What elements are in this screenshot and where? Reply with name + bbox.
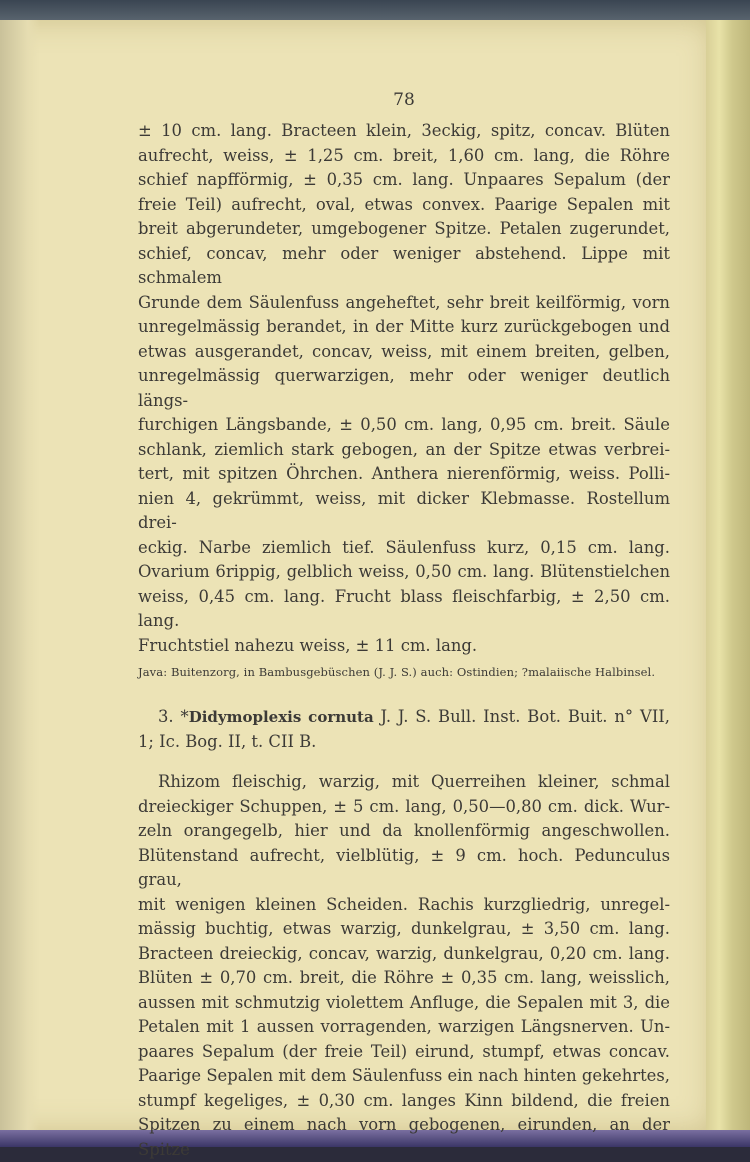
text-line: tert, mit spitzen Öhrchen. Anthera nierenförmig, weiss. Polli- <box>138 464 670 483</box>
text-line: Spitzen zu einem nach vorn gebogenen, eirunden, an der Spitze <box>138 1115 670 1159</box>
text-line: etwas ausgerandet, concav, weiss, mit einem breiten, gelben, <box>138 341 670 361</box>
text-line: Fruchtstiel nahezu weiss, ± 11 cm. lang. <box>138 635 478 655</box>
species-number: 3. * <box>158 707 189 726</box>
text-line: Petalen mit 1 aussen vorragenden, warzigen Längsnerven. Un- <box>138 1017 670 1037</box>
text-line: ± 10 cm. lang. Bracteen klein, 3eckig, spitz, concav. Blüten <box>138 121 670 140</box>
text-line: Grunde dem Säulenfuss angeheftet, sehr breit keilförmig, vorn <box>138 292 670 312</box>
text-line: freie Teil) aufrecht, oval, etwas convex. Paarige Sepalen mit <box>138 194 670 214</box>
page-number: 78 <box>393 90 415 110</box>
text-line: Bracteen dreieckig, concav, warzig, dunkelgrau, 0,20 cm. lang. <box>138 943 670 963</box>
text-line: Blütenstand aufrecht, vielblütig, ± 9 cm. hoch. Pedunculus grau, <box>138 845 670 890</box>
text-line: Rhizom fleischig, warzig, mit Querreihen kleiner, schmal <box>158 772 670 792</box>
text-line: Paarige Sepalen mit dem Säulenfuss ein nach hinten gekehrtes, <box>138 1066 670 1086</box>
book-top-edge <box>0 0 750 22</box>
text-line: unregelmässig berandet, in der Mitte kurz zurückgebogen und <box>138 317 670 336</box>
paragraph-description <box>138 119 670 658</box>
distribution-note: Java: Buitenzorg, in Bambusgebüschen (J. J. S.) auch: Ostindien; ?malaiische Halbinsel. <box>138 665 656 679</box>
text-line: Ovarium 6rippig, gelblich weiss, 0,50 cm. lang. Blütenstielchen <box>138 562 670 581</box>
text-line: zeln orangegelb, hier und da knollenförmig angeschwollen. <box>138 821 670 841</box>
text-line: schief, concav, mehr oder weniger abstehend. Lippe mit schmalem <box>138 243 670 287</box>
citation: J. J. S. Bull. Inst. Bot. Buit. n° VII, <box>373 707 670 726</box>
text-line: dreieckiger Schuppen, ± 5 cm. lang, 0,50—0,80 cm. dick. Wur- <box>138 796 670 816</box>
text-line: mit wenigen kleinen Scheiden. Rachis kurzgliedrig, unregel- <box>138 894 670 914</box>
text-line: stumpf kegeliges, ± 0,30 cm. langes Kinn bildend, die freien <box>138 1090 670 1110</box>
text-line: eckig. Narbe ziemlich tief. Säulenfuss kurz, 0,15 cm. lang. <box>138 537 670 557</box>
text-line: aufrecht, weiss, ± 1,25 cm. breit, 1,60 cm. lang, die Röhre <box>138 145 670 165</box>
page-fore-edge <box>706 20 750 1132</box>
text-line: schlank, ziemlich stark gebogen, an der Spitze etwas verbrei- <box>138 439 670 459</box>
text-line: paares Sepalum (der freie Teil) eirund, stumpf, etwas concav. <box>138 1041 670 1061</box>
paragraph-species-description <box>138 770 670 1162</box>
text-line: Blüten ± 0,70 cm. breit, die Röhre ± 0,35 cm. lang, weisslich, <box>138 968 670 988</box>
page-text <box>138 90 670 1162</box>
text-line: furchigen Längsbande, ± 0,50 cm. lang, 0,95 cm. breit. Säule <box>138 415 670 434</box>
text-line: unregelmässig querwarzigen, mehr oder weniger deutlich längs- <box>138 366 670 410</box>
text-line: weiss, 0,45 cm. lang. Frucht blass fleischfarbig, ± 2,50 cm. lang. <box>138 586 670 630</box>
text-line: schief napfförmig, ± 0,35 cm. lang. Unpaares Sepalum (der <box>138 170 670 189</box>
text-line: nien 4, gekrümmt, weiss, mit dicker Klebmasse. Rostellum drei- <box>138 488 670 532</box>
species-name: Didymoplexis cornuta <box>188 708 374 726</box>
citation-cont: 1; Ic. Bog. II, t. CII B. <box>138 731 317 751</box>
text-line: mässig buchtig, etwas warzig, dunkelgrau, ± 3,50 cm. lang. <box>138 919 670 939</box>
species-heading <box>138 705 670 754</box>
text-line: breit abgerundeter, umgebogener Spitze. Petalen zugerundet, <box>138 219 670 238</box>
text-line: aussen mit schmutzig violettem Anfluge, die Sepalen mit 3, die <box>138 992 670 1012</box>
page-gutter <box>0 20 40 1132</box>
